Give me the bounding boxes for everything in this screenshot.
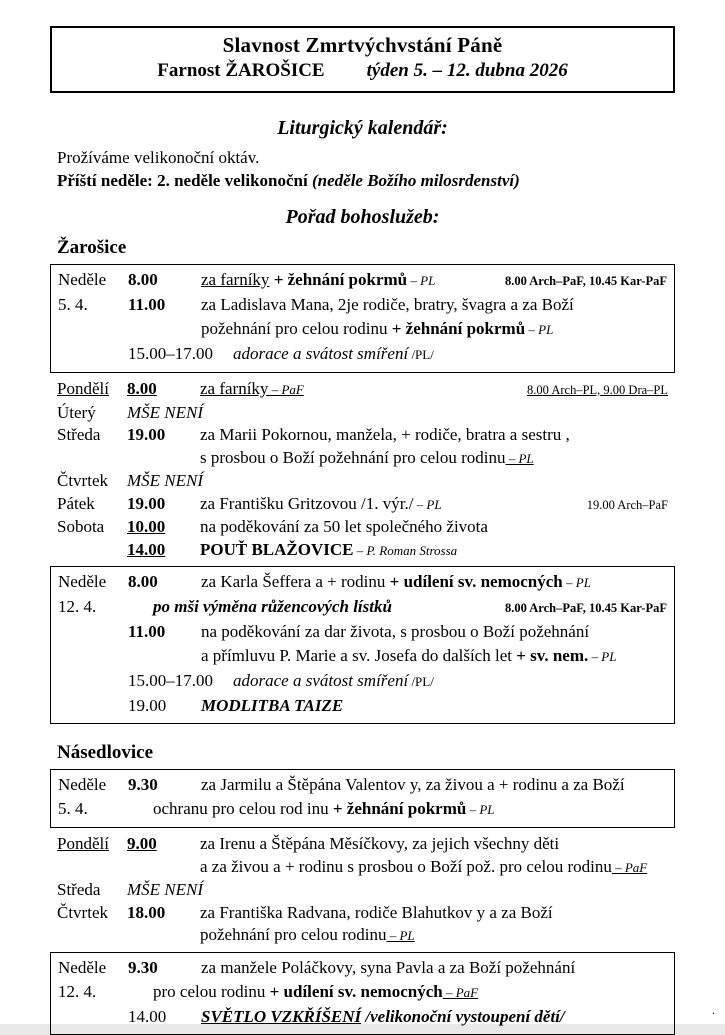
day-label: Středa: [57, 880, 101, 899]
day-label: Pondělí: [57, 834, 109, 853]
text-segment: + udílení sv. nemocných: [385, 572, 563, 591]
intention: [200, 924, 668, 948]
text-segment: MŠE NENÍ: [127, 880, 204, 899]
page-mark: .: [712, 1003, 715, 1017]
text-segment: ochranu pro celou rod inu: [153, 799, 329, 818]
text-segment: – PL: [413, 496, 442, 512]
text-segment: – PL: [386, 928, 415, 943]
intention: [200, 516, 668, 539]
schedule-row: [58, 1005, 667, 1029]
time-label: 19.00: [128, 696, 167, 715]
text-segment: + žehnání pokrmů: [328, 799, 467, 818]
intention: [201, 570, 667, 595]
calendar-title: Liturgický kalendář:: [277, 117, 448, 139]
section-heading-zarosice: Žarošice: [57, 237, 127, 258]
intention: [201, 620, 667, 644]
intention: [200, 856, 668, 880]
text-segment: za Marii Pokornou, manžela, + rodiče, bratra a sestru ,: [200, 425, 570, 444]
section-zarosice: [50, 237, 675, 724]
sunday-box-april5-nasedlovice: [50, 769, 675, 828]
intention: [127, 879, 668, 902]
schedule-row: [58, 293, 667, 317]
day-label: Neděle: [58, 957, 107, 977]
text-segment: + udílení sv. nemocných: [265, 981, 443, 1001]
text-segment: za Františka Radvana, rodiče Blahutkov y a za Boží: [200, 902, 553, 922]
celebrant-note: 19.00 Arch–PaF: [586, 497, 668, 512]
day-label: Pátek: [57, 493, 95, 513]
parish-line: [60, 60, 665, 82]
intention: [200, 833, 668, 856]
time-label: 19.00: [127, 425, 166, 444]
schedule-row: [58, 773, 667, 797]
text-segment: – PaF: [442, 984, 479, 1000]
text-segment: – PL: [562, 575, 591, 590]
intention: [201, 644, 667, 669]
text-segment: – PL: [525, 322, 554, 337]
celebrant-note: 8.00 Arch–PaF, 10.45 Kar-PaF: [504, 274, 667, 288]
celebrant-note: 8.00 Arch–PL, 9.00 Dra–PL: [527, 383, 668, 397]
intention: [201, 293, 667, 317]
day-label: Čtvrtek: [57, 471, 108, 490]
week-range: týden 5. – 12. dubna 2026: [366, 60, 568, 81]
text-segment: – PaF: [611, 859, 648, 875]
schedule-row: [57, 879, 668, 902]
intention: [233, 669, 667, 694]
intention: [128, 980, 667, 1005]
schedule-row: [58, 342, 667, 367]
header-box: [50, 26, 675, 93]
intention: [201, 268, 497, 293]
intention: [200, 493, 579, 517]
schedule-row: [57, 902, 668, 925]
time-label: 18.00: [127, 902, 166, 922]
schedule-row: [58, 694, 667, 718]
text-segment: na poděkování za dar života, s prosbou o Boží požehnání: [201, 622, 590, 641]
text-segment: MODLITBA TAIZE: [201, 696, 344, 715]
text-segment: MŠE NENÍ: [127, 471, 204, 490]
text-segment: + žehnání pokrmů: [387, 319, 526, 338]
time-label: 11.00: [128, 295, 166, 314]
text-segment: s prosbou o Boží požehnání pro celou rodinu: [200, 447, 506, 467]
text-segment: za Františku Gritzovou /1. výr./: [200, 493, 414, 513]
feast-title: Slavnost Zmrtvýchvstání Páně: [222, 33, 503, 57]
text-segment: za Ladislava Mana, 2je rodiče, bratry, švagra a za Boží: [201, 295, 574, 314]
intention: [200, 424, 668, 447]
day-label: Čtvrtek: [57, 902, 108, 922]
day-label: Neděle: [58, 270, 107, 289]
schedule-row: [57, 424, 668, 447]
day-label: 5. 4.: [58, 799, 88, 818]
schedule-row: [58, 980, 667, 1005]
time-label: 14.00: [128, 1006, 167, 1026]
schedule-row: [58, 570, 667, 595]
intention: [201, 773, 667, 797]
text-segment: SVĚTLO VZKŘÍŠENÍ: [201, 1006, 362, 1026]
text-segment: – PL: [505, 450, 534, 466]
text-segment: adorace a svátost smíření: [233, 671, 409, 690]
text-segment: – P. Roman Strossa: [353, 542, 458, 558]
time-label: 8.00: [127, 379, 157, 398]
schedule-row: [57, 833, 668, 856]
day-label: 5. 4.: [58, 295, 88, 314]
day-label: 12. 4.: [58, 981, 97, 1001]
schedule-row: [57, 402, 668, 425]
text-segment: po mši výměna růžencových lístků: [153, 597, 392, 616]
schedule-row: [57, 539, 668, 563]
weekday-rows-nasedlovice: [50, 832, 675, 949]
text-segment: – PL: [588, 649, 617, 664]
intention: [127, 402, 668, 425]
schedule-row: [58, 956, 667, 980]
time-label: 8.00: [128, 572, 158, 591]
time-label: 15.00–17.00: [128, 344, 213, 363]
octave-note: Prožíváme velikonoční oktáv.: [57, 148, 260, 167]
text-segment: MŠE NENÍ: [127, 402, 204, 422]
text-segment: – PL: [407, 273, 436, 288]
text-segment: adorace a svátost smíření: [233, 344, 409, 363]
text-segment: za Irenu a Štěpána Měsíčkovy, za jejich všechny děti: [200, 834, 560, 853]
text-segment: (neděle Božího milosrdenství): [311, 171, 520, 190]
schedule-row: [58, 669, 667, 694]
intention: [201, 694, 667, 718]
time-label: 19.00: [127, 493, 166, 513]
time-label: 10.00: [127, 517, 166, 536]
schedule-row: [58, 268, 667, 293]
schedule-row-continuation: [57, 856, 668, 880]
day-label: Středa: [57, 425, 101, 444]
schedule-row-continuation: [58, 317, 667, 342]
section-heading-nasedlovice: Násedlovice: [57, 742, 154, 763]
text-segment: – PL: [466, 802, 495, 817]
schedule-row: [58, 620, 667, 644]
schedule-row: [57, 378, 668, 402]
celebrant-note: 8.00 Arch–PaF, 10.45 Kar-PaF: [504, 601, 667, 615]
day-label: Sobota: [57, 517, 105, 536]
parish-name: Farnost ŽAROŠICE: [157, 60, 325, 81]
time-label: 9.30: [128, 957, 158, 977]
text-segment: a za živou a + rodinu s prosbou o Boží pož. pro celou rodinu: [200, 856, 612, 876]
schedule-row-continuation: [57, 447, 668, 471]
text-segment: – PaF: [268, 382, 304, 397]
schedule-row: [57, 470, 668, 493]
schedule-row: [57, 516, 668, 539]
text-segment: za manžele Poláčkovy, syna Pavla a za Boží požehnání: [201, 957, 576, 977]
intention: [200, 378, 519, 402]
schedule-row-continuation: [58, 644, 667, 669]
intention: [201, 1005, 667, 1029]
day-label: Úterý: [57, 402, 96, 422]
text-segment: a přímluvu P. Marie a sv. Josefa do dalších let: [201, 646, 512, 665]
intention: [128, 595, 497, 619]
schedule-row-continuation: [57, 924, 668, 948]
schedule-title: Pořad bohoslužeb:: [285, 206, 440, 228]
schedule-row: [58, 595, 667, 620]
text-segment: požehnání pro celou rodinu: [200, 925, 387, 944]
text-segment: požehnání pro celou rodinu: [201, 319, 388, 338]
schedule-row: [57, 493, 668, 517]
intention: [127, 470, 668, 493]
text-segment: za Karla Šeffera a + rodinu: [201, 572, 386, 591]
text-segment: POUŤ BLAŽOVICE: [200, 539, 354, 559]
text-segment: Příští neděle: 2. neděle velikonoční: [57, 171, 312, 190]
day-label: Neděle: [58, 572, 107, 591]
text-segment: + žehnání pokrmů: [269, 270, 408, 289]
text-segment: /PL/: [408, 347, 434, 362]
intention: [200, 447, 668, 471]
text-segment: za farníky: [201, 270, 270, 289]
text-segment: /velikonoční vystoupení dětí/: [361, 1006, 565, 1026]
text-segment: + sv. nem.: [511, 646, 589, 665]
time-label: 9.00: [127, 834, 157, 853]
next-sunday-line: [57, 169, 668, 192]
text-segment: za Jarmilu a Štěpána Valentov y, za živou a + rodinu a za Boží: [201, 775, 625, 794]
sunday-box-april5: [50, 264, 675, 373]
intention: [233, 342, 667, 367]
intention: [200, 539, 668, 563]
intention: [201, 317, 667, 342]
text-segment: pro celou rodinu: [153, 981, 266, 1001]
time-label: 9.30: [128, 775, 158, 794]
time-label: 8.00: [128, 270, 158, 289]
day-label: 12. 4.: [58, 597, 97, 616]
schedule-row: [58, 797, 667, 822]
time-label: 15.00–17.00: [128, 671, 213, 690]
day-label: Neděle: [58, 775, 107, 794]
text-segment: za farníky: [200, 379, 269, 398]
intention: [200, 902, 668, 925]
weekday-rows: [50, 377, 675, 563]
day-label: Pondělí: [57, 379, 109, 398]
intention: [128, 797, 667, 822]
section-nasedlovice: [50, 742, 675, 1035]
sunday-box-april12-nasedlovice: [50, 952, 675, 1035]
text-segment: /PL/: [408, 674, 434, 689]
intention: [201, 956, 667, 980]
sunday-box-april12: [50, 566, 675, 724]
time-label: 14.00: [127, 539, 166, 559]
time-label: 11.00: [128, 622, 166, 641]
text-segment: na poděkování za 50 let společného života: [200, 517, 488, 536]
